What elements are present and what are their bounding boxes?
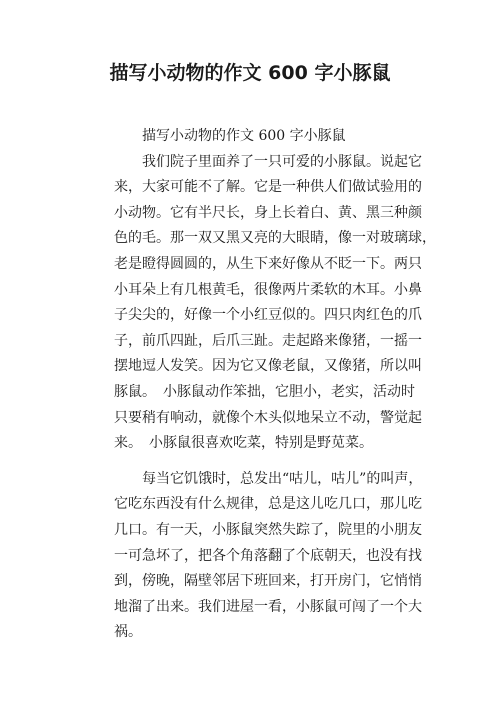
paragraph-line: 老是瞪得圆圆的，从生下来好像从不眨一下。两只 [114,255,422,272]
paragraph-line: 几口。有一天，小豚鼠突然失踪了，院里的小朋友 [114,521,422,538]
document-body [114,124,436,646]
document-title: 描写小动物的作文 600 字小豚鼠 [109,62,391,84]
paragraph-1 [114,150,436,457]
paragraph-line: 只要稍有响动，就像个木头似地呆立不动，警觉起 [114,409,422,426]
paragraph-line: 我们院子里面养了一只可爱的小豚鼠。说起它 [142,153,422,170]
paragraph-line: 来。 小豚鼠很喜欢吃菜，特别是野苋菜。 [114,435,373,452]
paragraph-line: 它吃东西没有什么规律，总是这儿吃几口，那儿吃 [114,496,422,513]
paragraph-line: 每当它饥饿时，总发出“咕儿，咕儿”的叫声， [142,470,423,487]
paragraph-line: 子尖尖的，好像一个小红豆似的。四只肉红色的爪 [114,307,422,324]
paragraph-line: 地溜了出来。我们进屋一看，小豚鼠可闯了一个大 [114,598,422,615]
paragraph-line: 小动物。它有半尺长，身上长着白、黄、黑三种颜 [114,204,422,221]
paragraph-line: 豚鼠。 小豚鼠动作笨拙，它胆小，老实，活动时 [114,383,415,400]
paragraph-line: 色的毛。那一双又黑又亮的大眼睛，像一对玻璃球， [114,230,436,247]
paragraph-line: 小耳朵上有几根黄毛，很像两片柔软的木耳。小鼻 [114,281,422,298]
article-subtitle: 描写小动物的作文 600 字小豚鼠 [142,128,346,144]
paragraph-line: 到，傍晚，隔壁邻居下班回来，打开房门，它悄悄 [114,573,422,590]
paragraph-line: 子，前爪四趾，后爪三趾。走起路来像猪，一摇一 [114,332,422,349]
paragraph-spacer [114,457,406,467]
paragraph-line: 一可急坏了，把各个角落翻了个底朝天，也没有找 [114,547,422,564]
paragraph-line: 摆地逗人发笑。因为它又像老鼠，又像猪，所以叫 [114,358,422,375]
paragraph-line: 祸。 [114,624,142,641]
paragraph-2 [114,467,423,646]
paragraph-line: 来，大家可能不了解。它是一种供人们做试验用的 [114,179,422,196]
